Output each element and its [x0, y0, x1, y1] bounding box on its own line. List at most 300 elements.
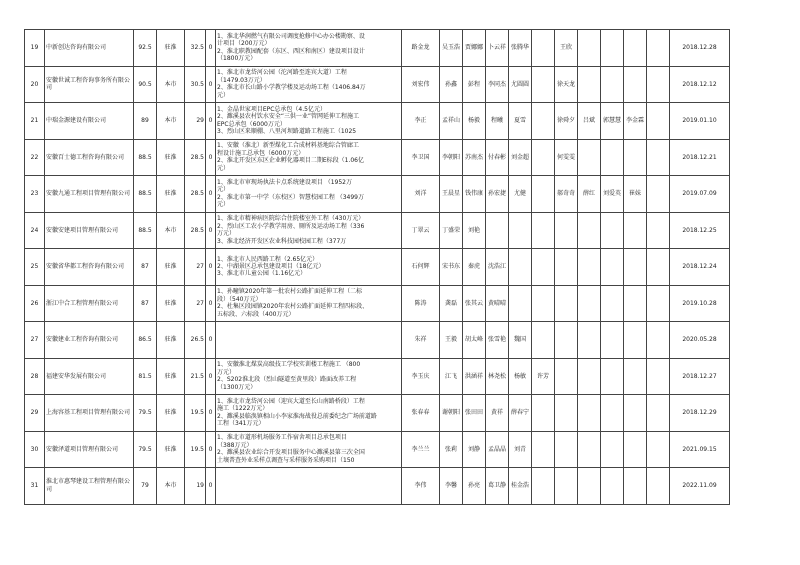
score: 87 — [134, 249, 157, 286]
row-number: 24 — [25, 212, 45, 249]
member-name: 吴玉浩 — [440, 30, 463, 67]
project-line: 2、淮北开发区东区企业孵化器项目二期E标段（1.06亿 — [217, 157, 364, 165]
registration-date: 2019.07.09 — [670, 176, 730, 213]
table-row — [25, 176, 791, 213]
member-name: 秦虎 — [463, 249, 486, 286]
member-name: 孙亮 — [463, 468, 486, 505]
member-name: 洪涵祥 — [463, 358, 486, 395]
member-name: 张雪艳 — [486, 322, 509, 359]
member-name — [601, 431, 624, 468]
table-row — [25, 468, 791, 505]
projects-cell — [216, 212, 402, 249]
projects-cell — [216, 30, 402, 67]
projects-cell — [216, 468, 402, 505]
member-name: 郝奇奇 — [555, 176, 578, 213]
sub-score: 28.5 — [185, 139, 206, 176]
member-name — [555, 468, 578, 505]
blank-cell — [647, 468, 670, 505]
sub-score: 32.5 — [185, 30, 206, 67]
member-name: 徐舜夕 — [555, 103, 578, 140]
member-name: 孙宏捷 — [486, 176, 509, 213]
member-name — [532, 212, 555, 249]
member-name: 黄晴晴 — [486, 285, 509, 322]
project-line: 五标段、六标段（400万元） — [217, 310, 295, 318]
member-name — [578, 285, 601, 322]
member-name: 孟祥山 — [440, 103, 463, 140]
row-number: 20 — [25, 66, 45, 103]
member-name — [624, 322, 647, 359]
table-row — [25, 285, 791, 322]
score: 87 — [134, 285, 157, 322]
member-name — [532, 30, 555, 67]
registration-date: 2018.12.28 — [670, 30, 730, 67]
sub-score: 21.5 — [185, 358, 206, 395]
project-line: 3、烈山区来顺棚、八里河坝路道路工程施工（1025 — [217, 128, 357, 136]
row-number: 26 — [25, 285, 45, 322]
member-name — [532, 176, 555, 213]
project-line: 3、淮北经济开发区农业科技园校园工程（377万 — [217, 237, 347, 245]
member-name — [486, 212, 509, 249]
member-name: 林尧松 — [486, 358, 509, 395]
table-row — [25, 139, 791, 176]
blank-cell — [647, 431, 670, 468]
project-line: 计项目（200万元） — [217, 40, 271, 48]
location: 驻淮 — [157, 431, 185, 468]
project-leader: 李伟 — [402, 468, 440, 505]
registration-date: 2021.09.15 — [670, 431, 730, 468]
sub-score: 26.5 — [185, 322, 206, 359]
member-name — [624, 212, 647, 249]
score: 88.5 — [134, 176, 157, 213]
score: 79.5 — [134, 431, 157, 468]
member-name — [532, 285, 555, 322]
member-name — [578, 212, 601, 249]
project-line: 2、淮北市第一中学（东校区）智慧校园工程 （3499万 — [217, 193, 364, 201]
member-name — [578, 468, 601, 505]
sub-score: 19.5 — [185, 431, 206, 468]
table-row — [25, 358, 791, 395]
company-name: 安徽百士德工程咨询有限公司 — [45, 139, 134, 176]
company-name: 安徽九通工程项目管理有限公司 — [45, 176, 134, 213]
project-line: 2、杜集区段园镇2020年农村公路扩面延伸工程四标段、 — [217, 303, 369, 311]
member-name: 何雯雯 — [555, 139, 578, 176]
member-name — [578, 66, 601, 103]
project-line: 2、濉溪县农业综合开发项目服务中心濉溪县第三次全国 — [217, 449, 365, 457]
location: 驻淮 — [157, 139, 185, 176]
project-line: 段）（540万元） — [217, 295, 262, 303]
member-name: 杨毅 — [463, 103, 486, 140]
member-name: 郭慧慧 — [601, 103, 624, 140]
member-name: 李同杰 — [486, 66, 509, 103]
registration-date: 2022.11.09 — [670, 468, 730, 505]
project-line: 2、濉溪县临涣镇相山小李家淮海战役总前委纪念广场前道路 — [217, 412, 377, 420]
project-leader: 石何辉 — [402, 249, 440, 286]
location: 驻淮 — [157, 30, 185, 67]
member-name — [624, 285, 647, 322]
blank-cell — [647, 139, 670, 176]
location: 驻淮 — [157, 395, 185, 432]
company-name: 安徽省华都工程咨询有限公司 — [45, 249, 134, 286]
member-name — [624, 468, 647, 505]
project-line: 元） — [217, 91, 230, 99]
project-line: 1、淮北市精神病医院综合住院楼室外工程（430万元） — [217, 215, 365, 223]
member-name — [532, 139, 555, 176]
projects-cell — [216, 176, 402, 213]
project-line: 2、烈山区工农小学教学用房、厕所及运动场工程（336 — [217, 222, 365, 230]
member-name: 吕斌 — [578, 103, 601, 140]
member-name: 李朝阳 — [440, 139, 463, 176]
member-name: 桂金浩 — [509, 468, 532, 505]
member-name: 王毅 — [440, 322, 463, 359]
blank-cell — [647, 249, 670, 286]
project-leader: 陈涛 — [402, 285, 440, 322]
member-name: 尤健 — [509, 176, 532, 213]
projects-cell — [216, 285, 402, 322]
member-name — [624, 30, 647, 67]
project-leader: 李玉庆 — [402, 358, 440, 395]
blank-cell — [647, 103, 670, 140]
member-name — [532, 103, 555, 140]
project-line: 元） — [217, 164, 230, 172]
member-name: 刘艳 — [463, 212, 486, 249]
sub-score: 30.5 — [185, 66, 206, 103]
member-name: 许芳 — [532, 358, 555, 395]
member-name: 钱伟康 — [463, 176, 486, 213]
project-leader: 李兰兰 — [402, 431, 440, 468]
member-name — [601, 212, 624, 249]
deduction: 0 — [206, 395, 216, 432]
member-name: 贾娜娜 — [463, 30, 486, 67]
project-line: 1、淮北华润燃气有限公司调度抢修中心办公楼勘察、设 — [217, 32, 365, 40]
member-name — [555, 322, 578, 359]
member-name: 薛红 — [578, 176, 601, 213]
registration-date: 2018.12.25 — [670, 212, 730, 249]
row-number: 27 — [25, 322, 45, 359]
member-name — [555, 249, 578, 286]
projects-cell — [216, 103, 402, 140]
deduction: 0 — [206, 103, 216, 140]
member-name — [578, 249, 601, 286]
table-row — [25, 66, 791, 103]
project-line: 元） — [217, 201, 230, 209]
member-name: 王欣 — [555, 30, 578, 67]
deduction: 0 — [206, 468, 216, 505]
blank-cell — [647, 176, 670, 213]
member-name — [555, 212, 578, 249]
table-row — [25, 431, 791, 468]
member-name — [509, 249, 532, 286]
registration-date: 2018.12.21 — [670, 139, 730, 176]
project-line: 2、濉溪县农村饮水安全“三供一业”管网延伸工程施工 — [217, 113, 360, 121]
member-name: 丁盛荣 — [440, 212, 463, 249]
score: 79.5 — [134, 395, 157, 432]
company-name: 中新创达咨询有限公司 — [45, 30, 134, 67]
projects-cell — [216, 139, 402, 176]
project-line: 2、S202淮北段（烈山隧道至黄里段）路面改养工程 — [217, 376, 357, 384]
score: 89 — [134, 103, 157, 140]
member-name: 张田田 — [463, 395, 486, 432]
location: 本市 — [157, 66, 185, 103]
project-line: 2、淮北市长山路小学教学楼及运动场工程（1406.84万 — [217, 84, 366, 92]
score: 86.5 — [134, 322, 157, 359]
member-name — [624, 431, 647, 468]
table-row — [25, 30, 791, 67]
project-line: （1800万元） — [217, 55, 257, 63]
row-number: 29 — [25, 395, 45, 432]
member-name: 张腾华 — [509, 30, 532, 67]
member-name — [555, 431, 578, 468]
project-leader: 李正 — [402, 103, 440, 140]
member-name — [601, 468, 624, 505]
deduction: 0 — [206, 212, 216, 249]
project-line: （388万元） — [217, 441, 253, 449]
deduction: 0 — [206, 358, 216, 395]
registration-date: 2020.05.28 — [670, 322, 730, 359]
member-name: 谢朝阳 — [440, 395, 463, 432]
blank-cell — [647, 358, 670, 395]
projects-cell — [216, 66, 402, 103]
member-name: 徐天龙 — [555, 66, 578, 103]
location: 本市 — [157, 212, 185, 249]
member-name — [601, 322, 624, 359]
sub-score: 19.5 — [185, 395, 206, 432]
location: 驻淮 — [157, 176, 185, 213]
row-number: 22 — [25, 139, 45, 176]
table-row — [25, 103, 791, 140]
registration-date: 2018.12.12 — [670, 66, 730, 103]
company-name: 浙江中合工程管理有限公司 — [45, 285, 134, 322]
projects-cell — [216, 431, 402, 468]
project-line: 1、安徽（淮北）新型煤化工合成材料基地综合管廊工 — [217, 142, 359, 150]
member-name: 薛春宁 — [509, 395, 532, 432]
member-name — [601, 30, 624, 67]
company-name: 安徽世诚工程咨询事务所有限公司 — [45, 66, 134, 103]
table-row — [25, 322, 791, 359]
projects-cell — [216, 395, 402, 432]
score: 92.5 — [134, 30, 157, 67]
location: 驻淮 — [157, 249, 185, 286]
project-line: 1、淮北市道形机场服务工作宿舍项目总承包项目 — [217, 434, 347, 442]
member-name — [601, 395, 624, 432]
member-name: 刘金超 — [509, 139, 532, 176]
sub-score: 27 — [185, 249, 206, 286]
member-name: 崔妹 — [624, 176, 647, 213]
project-line: 程设计施工总承包（6000万元） — [217, 149, 305, 157]
member-name — [601, 66, 624, 103]
member-name — [509, 212, 532, 249]
location: 本市 — [157, 103, 185, 140]
project-line: 1、淮北市龙岱河公园（沱河路至连宾大道）工程 — [217, 69, 347, 77]
project-line: 元） — [217, 186, 230, 194]
project-leader: 李卫国 — [402, 139, 440, 176]
deduction: 0 — [206, 66, 216, 103]
project-line: 1、淮北市审现场执法卡点系统建设项目 （1952万 — [217, 178, 352, 186]
member-name — [509, 285, 532, 322]
location: 本市 — [157, 468, 185, 505]
member-name — [624, 66, 647, 103]
score: 81.5 — [134, 358, 157, 395]
company-name: 安徽安建项目管理有限公司 — [45, 212, 134, 249]
member-name: 李馨 — [440, 468, 463, 505]
member-name: 孟晶晶 — [486, 431, 509, 468]
member-name — [624, 395, 647, 432]
member-name: 刘青 — [509, 431, 532, 468]
row-number: 30 — [25, 431, 45, 468]
location: 驻淮 — [157, 358, 185, 395]
company-name: 安徽泽道项目管理有限公司 — [45, 431, 134, 468]
project-line: 1、金晶世家项目EPC总承包（4.5亿元） — [217, 105, 326, 113]
score: 88.5 — [134, 212, 157, 249]
registration-date: 2018.12.29 — [670, 395, 730, 432]
company-name: 上海容基工程项目管理有限公司 — [45, 395, 134, 432]
member-name: 卜云祥 — [486, 30, 509, 67]
row-number: 23 — [25, 176, 45, 213]
member-name — [601, 249, 624, 286]
member-name: 宋书东 — [440, 249, 463, 286]
member-name: 江飞 — [440, 358, 463, 395]
blank-cell — [647, 212, 670, 249]
project-leader: 路金龙 — [402, 30, 440, 67]
location: 驻淮 — [157, 322, 185, 359]
member-name — [578, 322, 601, 359]
project-line: 1、淮北市龙岱河公园（迎宾大道至长山南路桥段）工程 — [217, 397, 365, 405]
deduction: 0 — [206, 285, 216, 322]
member-name: 程曦 — [486, 103, 509, 140]
registration-date: 2018.12.27 — [670, 358, 730, 395]
member-name — [532, 66, 555, 103]
blank-cell — [647, 30, 670, 67]
member-name: 黄祥 — [486, 395, 509, 432]
evaluation-table — [24, 29, 791, 505]
member-name: 苏南杰 — [463, 139, 486, 176]
member-name: 孙鑫 — [440, 66, 463, 103]
table-row — [25, 249, 791, 286]
member-name: 刘爱英 — [601, 176, 624, 213]
member-name: 张莉 — [440, 431, 463, 468]
member-name — [601, 285, 624, 322]
row-number: 25 — [25, 249, 45, 286]
member-name — [555, 395, 578, 432]
blank-cell — [647, 322, 670, 359]
member-name: 胡太峰 — [463, 322, 486, 359]
location: 驻淮 — [157, 285, 185, 322]
member-name: 杨敏 — [509, 358, 532, 395]
row-number: 21 — [25, 103, 45, 140]
blank-cell — [647, 395, 670, 432]
member-name — [532, 395, 555, 432]
member-name — [624, 249, 647, 286]
member-name — [578, 139, 601, 176]
registration-date: 2018.12.24 — [670, 249, 730, 286]
company-name: 福建安华发展有限公司 — [45, 358, 134, 395]
deduction: 0 — [206, 139, 216, 176]
row-number: 31 — [25, 468, 45, 505]
deduction: 0 — [206, 322, 216, 359]
sub-score: 19 — [185, 468, 206, 505]
project-line: 万元） — [217, 230, 236, 238]
member-name: 魏国 — [509, 322, 532, 359]
projects-cell — [216, 249, 402, 286]
project-line: EPC总承包（6000万元） — [217, 120, 286, 128]
projects-cell — [216, 358, 402, 395]
member-name: 彭程 — [463, 66, 486, 103]
table-row — [25, 212, 791, 249]
member-name: 李金霖 — [624, 103, 647, 140]
member-name — [532, 431, 555, 468]
project-leader: 朱祥 — [402, 322, 440, 359]
member-name — [578, 431, 601, 468]
project-leader: 刘洋 — [402, 176, 440, 213]
row-number: 19 — [25, 30, 45, 67]
member-name: 龚磊 — [440, 285, 463, 322]
member-name — [532, 468, 555, 505]
project-line: 1、淮北市人民西路工程（2.65亿元） — [217, 255, 319, 263]
score: 79 — [134, 468, 157, 505]
member-name: 刘静 — [463, 431, 486, 468]
project-line: 2、淮北职教园配套（东区、西区和南区）建设项目设计 — [217, 47, 365, 55]
project-line: 1、安徽淮北煤炭高级技工学校实训楼工程施工 （800 — [217, 361, 361, 369]
member-name — [578, 395, 601, 432]
score: 88.5 — [134, 139, 157, 176]
project-line: 2、中湖景区总承包建设项目（18亿元） — [217, 263, 325, 271]
project-leader: 刘宏伟 — [402, 66, 440, 103]
member-name — [624, 358, 647, 395]
sub-score: 29 — [185, 103, 206, 140]
registration-date: 2019.10.28 — [670, 285, 730, 322]
member-name: 夏雪 — [509, 103, 532, 140]
blank-cell — [647, 285, 670, 322]
company-name: 安徽建业工程咨询有限公司 — [45, 322, 134, 359]
member-name — [555, 285, 578, 322]
blank-cell — [647, 66, 670, 103]
member-name: 王晨星 — [440, 176, 463, 213]
project-line: 3、淮北市儿童公园（1.16亿元） — [217, 270, 307, 278]
deduction: 0 — [206, 176, 216, 213]
row-number: 28 — [25, 358, 45, 395]
project-leader: 张春春 — [402, 395, 440, 432]
member-name — [532, 322, 555, 359]
member-name: 付春彬 — [486, 139, 509, 176]
member-name — [578, 358, 601, 395]
deduction: 0 — [206, 431, 216, 468]
registration-date: 2019.01.10 — [670, 103, 730, 140]
sub-score: 28.5 — [185, 176, 206, 213]
member-name: 葛卫静 — [486, 468, 509, 505]
project-line: 1、孙疃镇2020年第一批农村公路扩面延伸工程（二标 — [217, 288, 363, 296]
project-line: （1300万元） — [217, 383, 257, 391]
project-line: 施工（1222万元） — [217, 405, 269, 413]
project-line: （1479.03万元） — [217, 76, 266, 84]
member-name — [555, 358, 578, 395]
project-line: 工程（341万元） — [217, 420, 265, 428]
sub-score: 28.5 — [185, 212, 206, 249]
member-name — [601, 139, 624, 176]
project-leader: 丁翠云 — [402, 212, 440, 249]
company-name: 淮北市惠琴建设工程管理有限公司 — [45, 468, 134, 505]
member-name — [624, 139, 647, 176]
projects-cell — [216, 322, 402, 359]
member-name: 尤圆圆 — [509, 66, 532, 103]
member-name: 张其云 — [463, 285, 486, 322]
project-line: 土壤普查外业采样点调查与采样服务采购项目（150 — [217, 456, 355, 464]
project-line: 万元） — [217, 368, 236, 376]
score: 90.5 — [134, 66, 157, 103]
member-name — [532, 249, 555, 286]
member-name — [601, 358, 624, 395]
company-name: 中瑞金源建设有限公司 — [45, 103, 134, 140]
deduction: 0 — [206, 249, 216, 286]
member-name — [578, 30, 601, 67]
